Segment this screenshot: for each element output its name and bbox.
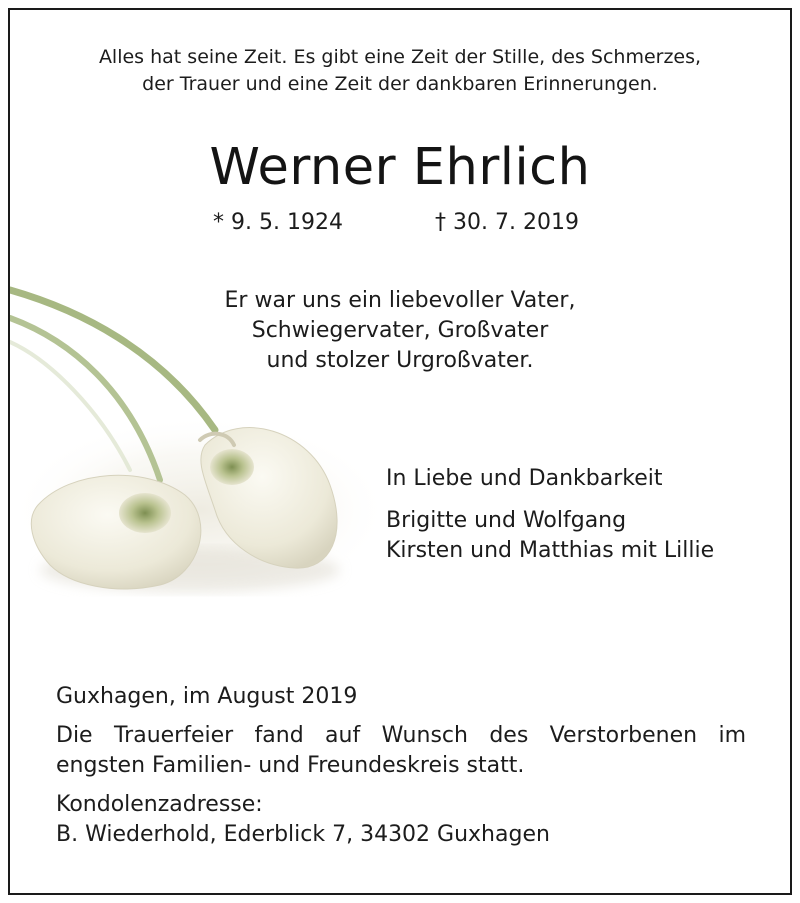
obituary-notice [8, 8, 792, 895]
motto-line-1: Alles hat seine Zeit. Es gibt eine Zeit der Stille, des Schmerzes, [98, 46, 702, 68]
mourners-block [386, 464, 714, 566]
death-date: † 30. 7. 2019 [435, 210, 579, 235]
ceremony-line-2: engsten Familien- und Freundeskreis statt. [56, 753, 525, 778]
ceremony-line-1: Die Trauerfeier fand auf Wunsch des Verstorbenen im [56, 723, 746, 748]
footer-block [56, 682, 746, 850]
motto-line-2: der Trauer und eine Zeit der dankbaren Erinnerungen. [142, 73, 658, 95]
tribute-line-2: Schwiegervater, Großvater [251, 318, 549, 343]
calla-lilies-icon [10, 280, 390, 610]
mourners-line-2: Kirsten und Matthias mit Lillie [386, 538, 715, 563]
condolence-address: B. Wiederhold, Ederblick 7, 34302 Guxhagen [56, 822, 550, 847]
deceased-name: Werner Ehrlich [209, 138, 591, 197]
mourners-intro: In Liebe und Dankbarkeit [386, 466, 663, 491]
birth-date: * 9. 5. 1924 [213, 210, 343, 235]
tribute-line-1: Er war uns ein liebevoller Vater, [224, 288, 576, 313]
place-date: Guxhagen, im August 2019 [56, 684, 358, 709]
mourners-line-1: Brigitte und Wolfgang [386, 508, 627, 533]
tribute-line-3: und stolzer Urgroßvater. [266, 348, 534, 373]
motto-text [10, 44, 790, 98]
condolence-label: Kondolenzadresse: [56, 792, 263, 817]
